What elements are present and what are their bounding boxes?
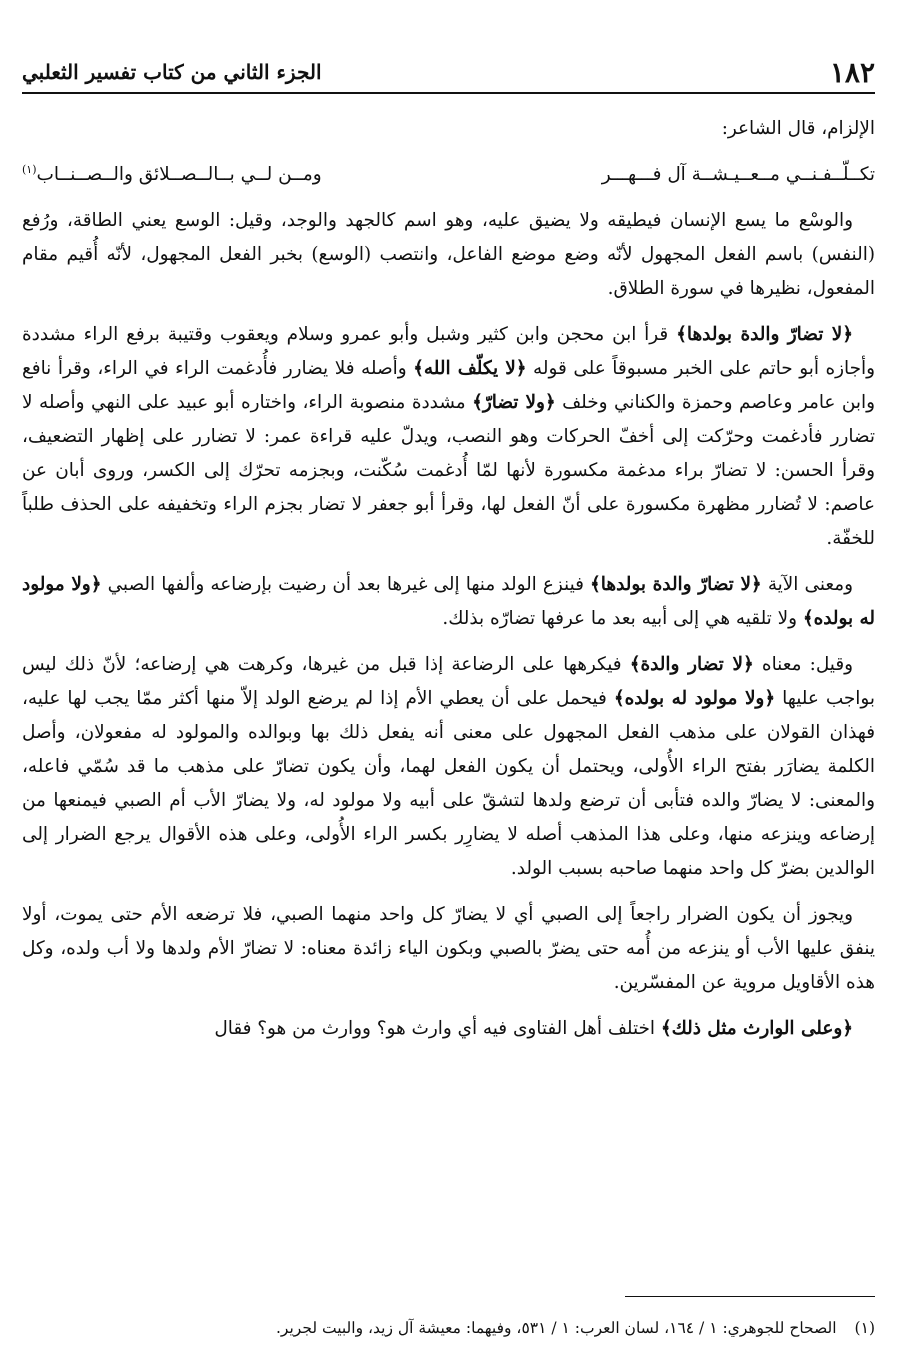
quran-quote: ﴿لا يكلّف الله﴾ <box>413 358 527 379</box>
paragraph-text: فيحمل على أن يعطي الأم إذا لم يرضع الولد إلاّ منها أكثر ممّا يجب لها عليه، فهذان القولان على مذهب الفعل المجهول على معنى أنه يفعل ذلك بها وبوالده والمولود له مفعولان، وأصل الكلمة يضارَر بفتح الراء الأُولى، ويحتمل أن يكون الفعل لهما، وأن يكون تضارّ على مذهب ما قد سُمّي فاعله، والمعنى: لا يضارّ والده فتأبى أن ترضع ولدها لتشقّ على أبيه ولا مولود له، ولا يضارّ الأب أم الصبي فيمنعها من إرضاعه وينزعه منها، وعلى هذا المذهب أصله لا يضارِر بكسر الراء الأُولى، وعلى هذه الأقوال يرجع الضرار إلى الوالدين بضرّ كل واحد منهما صاحبه بسبب الولد. <box>22 688 875 879</box>
paragraph-3 <box>22 568 875 636</box>
page-number: ١٨٢ <box>829 55 875 89</box>
paragraph-text: ومعنى الآية <box>761 574 853 595</box>
footnote <box>22 1314 875 1342</box>
verse-second-hemistich-text: ومــن لــي بــالــصــلائق والــصــنــاب <box>36 164 322 185</box>
poem-verse <box>22 158 875 192</box>
paragraph-text: وأصله فلا يضارر فأُدغمت الراء في الراء، وقرأ نافع وابن عامر وعاصم وحمزة والكناني وخلف <box>22 358 876 413</box>
paragraph-5: ويجوز أن يكون الضرار راجعاً إلى الصبي أي لا يضارّ كل واحد منهما الصبي، فلا ترضعه الأم حتى يموت، أولا ينفق عليها الأب أو ينزعه من أُمه حتى يضرّ بالصبي وبكون الياء زائدة معناه: لا تضارّ الأم ولدها ولا أب ولده، وكل هذه الأقاويل مروية عن المفسّرين. <box>22 904 875 993</box>
footnote-number: (١) <box>854 1319 875 1337</box>
paragraph-text: مشددة منصوبة الراء، واختاره أبو عبيد على النهي وأصله لا تضارر فأدغمت وحرّكت إلى أخفّ الحركات وهو النصب، ويدلّ عليه قراءة عمر: لا تضارر على إظهار التضعيف، وقرأ الحسن: لا تضارّ براء مدغمة مكسورة لأنها لمّا أُدغمت سُكّنت، وبجزمه تحرّك إلى الكسر، وروى أبان عن عاصم: لا تُضارر مظهرة مكسورة على أنّ الفعل لها، وقرأ أبو جعفر لا تضار بجزم الراء وتخفيفه على الحذف طلباً للخفّة. <box>22 392 875 549</box>
quran-quote: ﴿لا تضار والدة﴾ <box>629 654 754 675</box>
verse-first-hemistich: تكــلّــفـنــي مــعــيـشــة آل فـــهـــر <box>601 164 875 185</box>
paragraph-1: والوسْع ما يسع الإنسان فيطيقه ولا يضيق عليه، وهو اسم كالجهد والوجد، وقيل: الوسع يعني الطاقة، ورُفع (النفس) باسم الفعل المجهول لأنّه وضع موضع الفاعل، وانتصب (الوسع) بخبر الفعل المجهول، لأنّه أُقيم مقام المفعول، نظيرها في سورة الطلاق. <box>22 210 875 299</box>
quran-quote: ﴿ولا مولود له بولده﴾ <box>613 688 776 709</box>
quran-quote: ﴿ولا تضارّ﴾ <box>472 392 556 413</box>
paragraph-6 <box>22 1012 875 1046</box>
quran-quote: ﴿وعلى الوارث مثل ذلك﴾ <box>660 1018 853 1039</box>
paragraph-2 <box>22 318 875 556</box>
footnote-text: الصحاح للجوهري: ١ / ١٦٤، لسان العرب: ١ / ٥٣١، وفيهما: معيشة آل زيد، والبيت لجرير. <box>275 1319 837 1337</box>
paragraph-text: فيكرهها على الرضاعة إذا قبل من غيرها، وكرهت هي إرضاعه؛ لأنّ ذلك ليس بواجب عليها <box>22 654 876 709</box>
footnote-marker: (١) <box>22 162 37 176</box>
quran-quote: ﴿ولا مولود له بولده﴾ <box>22 574 875 629</box>
paragraph-text: فينزع الولد منها إلى غيرها بعد أن رضيت بإرضاعه وألفها الصبي <box>101 574 591 595</box>
quran-quote: ﴿لا تضارّ والدة بولدها﴾ <box>590 574 762 595</box>
verse-second-hemistich <box>22 158 322 192</box>
paragraph-text: قرأ ابن محجن وابن كثير وشبل وأبو عمرو وسلام ويعقوب وقتيبة برفع الراء مشددة وأجازه أبو حاتم على الخبر مسبوقاً على قوله <box>22 324 875 379</box>
running-title: الجزء الثاني من كتاب تفسير الثعلبي <box>22 60 322 84</box>
footnote-divider <box>625 1296 875 1297</box>
paragraph-text: وقيل: معناه <box>753 654 853 675</box>
paragraph-4 <box>22 648 875 886</box>
paragraph-text: ولا تلقيه هي إلى أبيه بعد ما عرفها تضارّه بذلك. <box>442 608 803 629</box>
body-text <box>22 112 875 1058</box>
poem-intro: الإلزام، قال الشاعر: <box>721 118 875 139</box>
page-header <box>22 52 875 94</box>
quran-quote: ﴿لا تضارّ والدة بولدها﴾ <box>676 324 854 345</box>
paragraph-text: اختلف أهل الفتاوى فيه أي وارث هو؟ ووارث من هو؟ فقال <box>214 1018 661 1039</box>
